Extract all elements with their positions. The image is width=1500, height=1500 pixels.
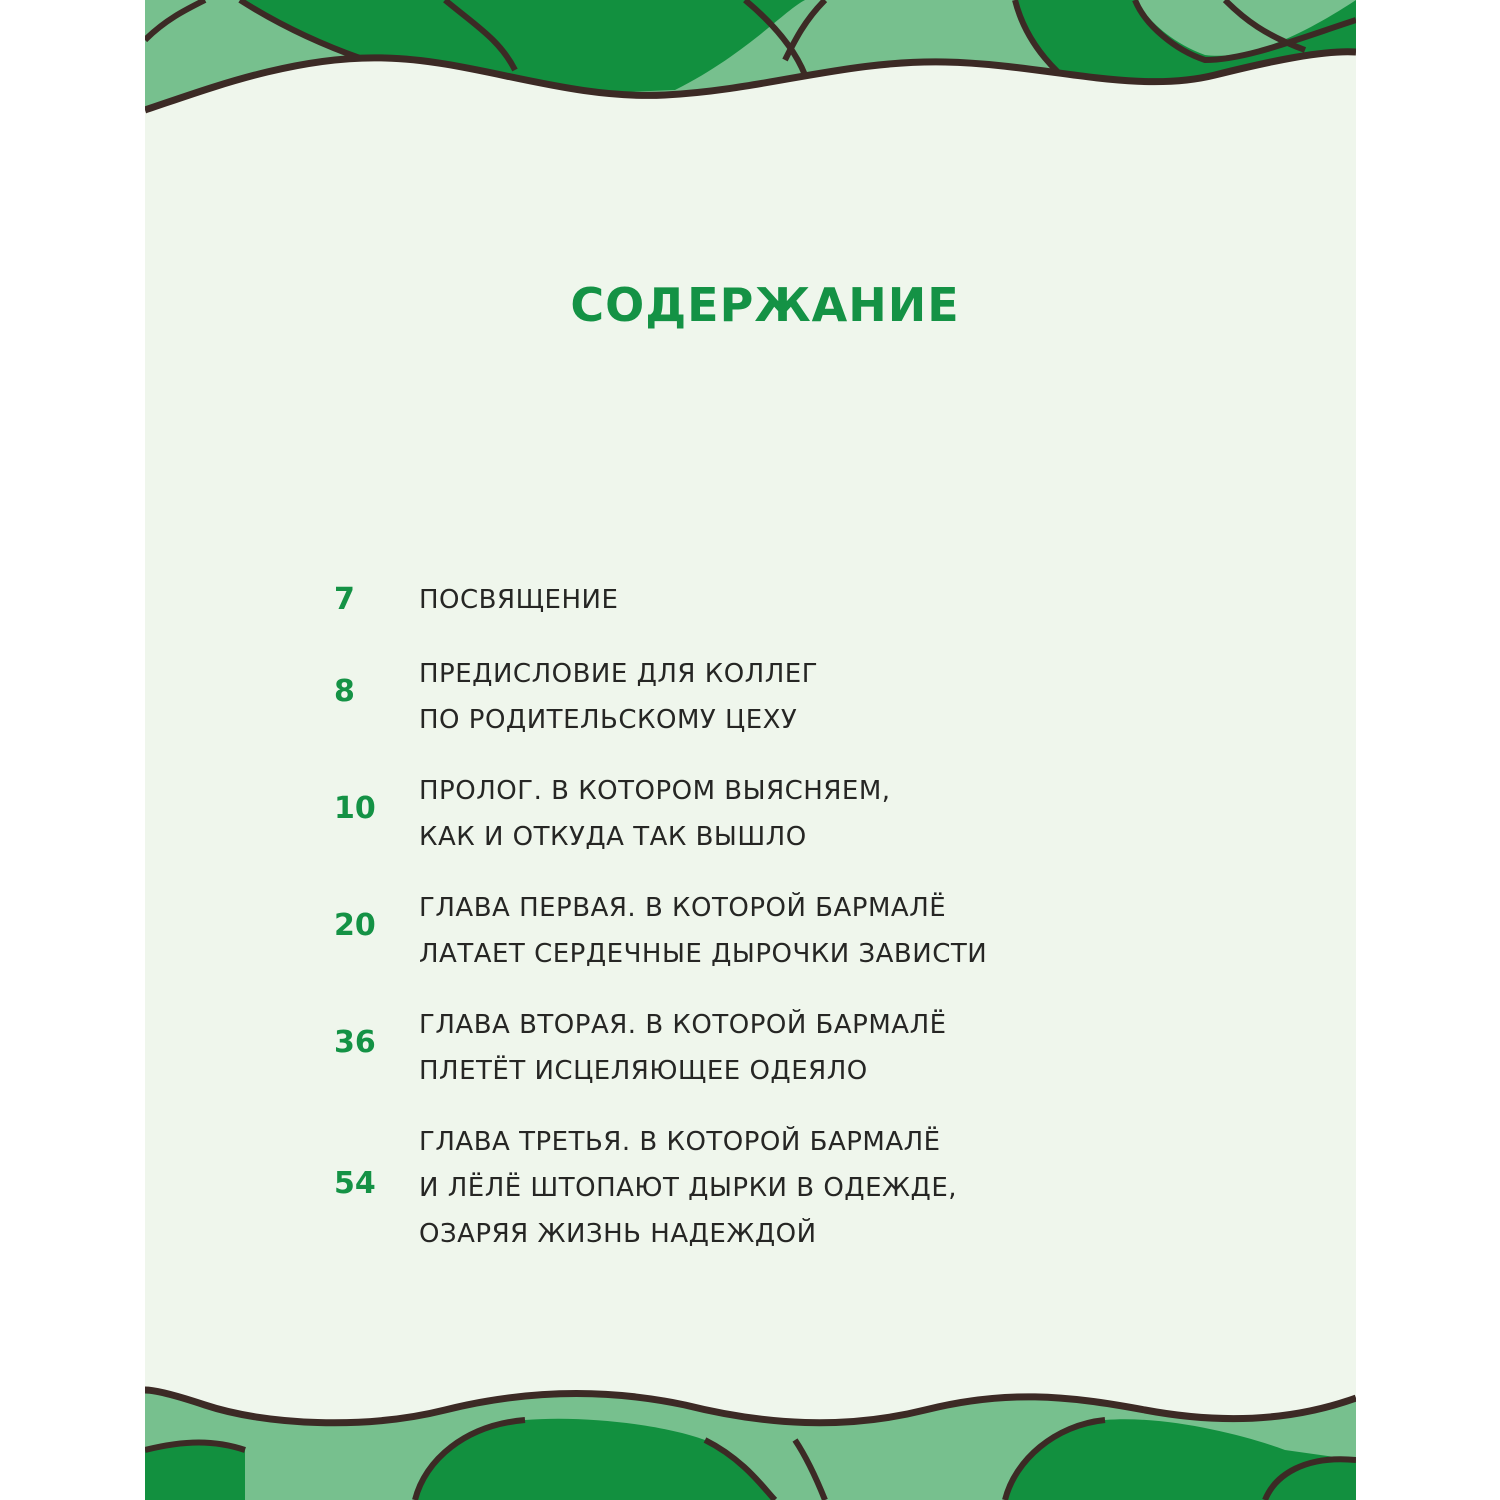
toc-title-line: ПЛЕТЁТ ИСЦЕЛЯЮЩЕЕ ОДЕЯЛО bbox=[419, 1056, 868, 1086]
toc-page-number: 7 bbox=[334, 582, 355, 617]
toc-title-line: ГЛАВА ВТОРАЯ. В КОТОРОЙ БАРМАЛЁ bbox=[419, 1010, 947, 1040]
toc-title-line: И ЛЁЛЁ ШТОПАЮТ ДЫРКИ В ОДЕЖДЕ, bbox=[419, 1173, 958, 1203]
toc-title bbox=[419, 768, 1319, 860]
top-wave-border bbox=[145, 0, 1356, 120]
toc-page-number: 54 bbox=[334, 1166, 376, 1201]
book-page bbox=[145, 0, 1356, 1500]
toc-title-line: ОЗАРЯЯ ЖИЗНЬ НАДЕЖДОЙ bbox=[419, 1219, 817, 1249]
toc-title-line: ГЛАВА ТРЕТЬЯ. В КОТОРОЙ БАРМАЛЁ bbox=[419, 1127, 941, 1157]
toc-page-number: 8 bbox=[334, 674, 355, 709]
toc-title-line: ПРЕДИСЛОВИЕ ДЛЯ КОЛЛЕГ bbox=[419, 659, 819, 689]
toc-title-line: ЛАТАЕТ СЕРДЕЧНЫЕ ДЫРОЧКИ ЗАВИСТИ bbox=[419, 939, 988, 969]
toc-title bbox=[419, 577, 1319, 623]
toc-title bbox=[419, 885, 1319, 977]
toc-page-number: 10 bbox=[334, 791, 376, 826]
toc-title-line: ПРОЛОГ. В КОТОРОМ ВЫЯСНЯЕМ, bbox=[419, 776, 891, 806]
toc-title bbox=[419, 1002, 1319, 1094]
toc-title-line: ГЛАВА ПЕРВАЯ. В КОТОРОЙ БАРМАЛЁ bbox=[419, 893, 947, 923]
toc-title-line: КАК И ОТКУДА ТАК ВЫШЛО bbox=[419, 822, 807, 852]
toc-title bbox=[419, 651, 1319, 743]
page-title: СОДЕРЖАНИЕ bbox=[570, 278, 960, 332]
toc-title bbox=[419, 1119, 1319, 1257]
toc-page-number: 20 bbox=[334, 908, 376, 943]
toc-title-line: ПОСВЯЩЕНИЕ bbox=[419, 585, 619, 615]
toc-page-number: 36 bbox=[334, 1025, 376, 1060]
toc-title-line: ПО РОДИТЕЛЬСКОМУ ЦЕХУ bbox=[419, 705, 798, 735]
bottom-wave-border bbox=[145, 1380, 1356, 1500]
